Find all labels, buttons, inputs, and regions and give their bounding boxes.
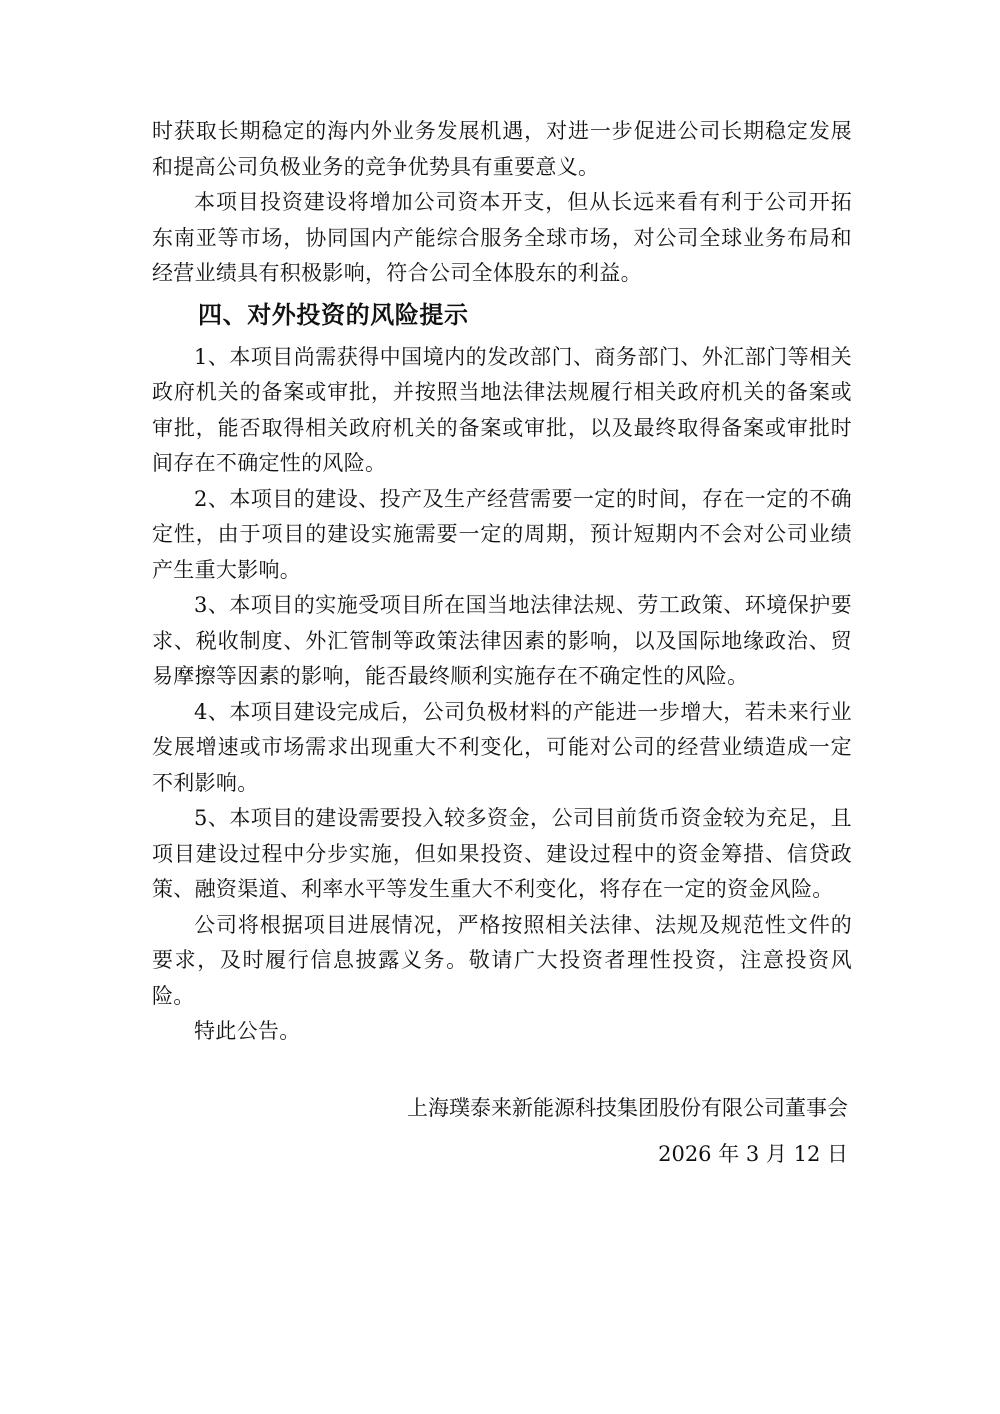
signature-block	[407, 1091, 848, 1172]
continuation-paragraph: 时获取长期稳定的海内外业务发展机遇，对进一步促进公司长期稳定发展和提高公司负极业务的竞争优势具有重要意义。	[152, 119, 852, 179]
signature-date: 2026 年 3 月 12 日	[658, 1141, 848, 1166]
document-body	[152, 114, 852, 1050]
risk-paragraph-3: 3、本项目的实施受项目所在国当地法律法规、劳工政策、环境保护要求、税收制度、外汇管制等政策法律因素的影响，以及国际地缘政治、贸易摩擦等因素的影响，能否最终顺利实施存在不确定性的风险。	[152, 593, 852, 688]
risk-paragraph-4: 4、本项目建设完成后，公司负极材料的产能进一步增大，若未来行业发展增速或市场需求出现重大不利变化，可能对公司的经营业绩造成一定不利影响。	[152, 699, 852, 795]
section-heading: 四、对外投资的风险提示	[198, 300, 469, 329]
signature-company: 上海璞泰来新能源科技集团股份有限公司董事会	[407, 1096, 848, 1120]
impact-paragraph: 本项目投资建设将增加公司资本开支，但从长远来看有利于公司开拓东南亚等市场，协同国内产能综合服务全球市场，对公司全球业务布局和经营业绩具有积极影响，符合公司全体股东的利益。	[152, 190, 852, 285]
risk-paragraph-2: 2、本项目的建设、投产及生产经营需要一定的时间，存在一定的不确定性，由于项目的建设实施需要一定的周期，预计短期内不会对公司业绩产生重大影响。	[152, 486, 852, 582]
closing-statement: 特此公告。	[194, 1019, 301, 1043]
risk-paragraph-5: 5、本项目的建设需要投入较多资金，公司目前货币资金较为充足，且项目建设过程中分步实施，但如果投资、建设过程中的资金筹措、信贷政策、融资渠道、利率水平等发生重大不利变化，将存在一定的资金风险。	[152, 806, 852, 901]
disclosure-paragraph: 公司将根据项目进展情况，严格按照相关法律、法规及规范性文件的要求，及时履行信息披露义务。敬请广大投资者理性投资，注意投资风险。	[152, 912, 852, 1008]
risk-paragraph-1: 1、本项目尚需获得中国境内的发改部门、商务部门、外汇部门等相关政府机关的备案或审批，并按照当地法律法规履行相关政府机关的备案或审批，能否取得相关政府机关的备案或审批，以及最终取得备案或审批时间存在不确定性的风险。	[152, 344, 852, 475]
